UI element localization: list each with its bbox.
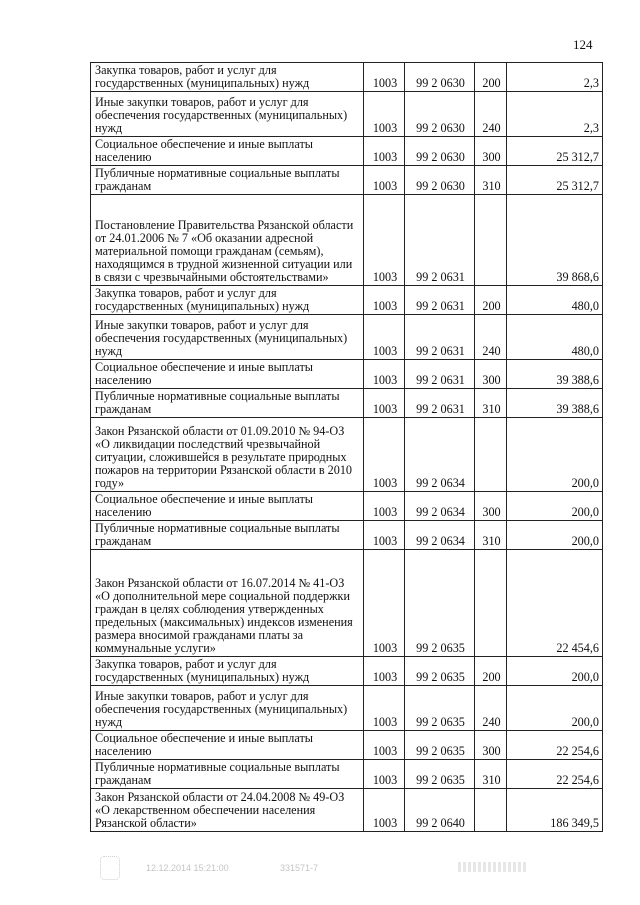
row-expense-type: 200 [475,63,507,92]
row-amount: 39 388,6 [507,389,603,418]
row-section: 1003 [364,315,405,360]
row-name: Закупка товаров, работ и услуг для государственных (муниципальных) нужд [91,286,364,315]
row-amount: 200,0 [507,686,603,731]
row-name: Иные закупки товаров, работ и услуг для обеспечения государственных (муниципальных) нужд [91,92,364,137]
row-name: Публичные нормативные социальные выплаты гражданам [91,389,364,418]
row-amount: 480,0 [507,315,603,360]
row-name: Закупка товаров, работ и услуг для государственных (муниципальных) нужд [91,63,364,92]
table-row [91,686,603,731]
illegible-mark [458,862,528,872]
table-row [91,315,603,360]
row-expense-type: 240 [475,686,507,731]
table-row [91,286,603,315]
row-section: 1003 [364,492,405,521]
row-amount: 200,0 [507,521,603,550]
row-target-article: 99 2 0631 [405,286,475,315]
row-amount: 2,3 [507,63,603,92]
document-number: 331571-7 [280,863,319,873]
stamp-datetime: 12.12.2014 15:21:00 [146,863,229,873]
table-row [91,760,603,789]
table-row [91,789,603,832]
row-expense-type: 300 [475,492,507,521]
row-expense-type [475,195,507,286]
row-target-article: 99 2 0630 [405,92,475,137]
row-amount: 186 349,5 [507,789,603,832]
table-row [91,389,603,418]
row-target-article: 99 2 0631 [405,389,475,418]
row-section: 1003 [364,63,405,92]
row-amount: 22 254,6 [507,760,603,789]
row-target-article: 99 2 0635 [405,550,475,657]
row-expense-type: 310 [475,760,507,789]
row-expense-type [475,418,507,492]
row-section: 1003 [364,760,405,789]
table-row [91,92,603,137]
row-expense-type: 240 [475,315,507,360]
table-row [91,657,603,686]
row-section: 1003 [364,657,405,686]
row-amount: 39 868,6 [507,195,603,286]
table-row [91,360,603,389]
row-target-article: 99 2 0634 [405,521,475,550]
row-target-article: 99 2 0631 [405,195,475,286]
row-target-article: 99 2 0640 [405,789,475,832]
table-row [91,521,603,550]
row-section: 1003 [364,389,405,418]
row-name: Иные закупки товаров, работ и услуг для обеспечения государственных (муниципальных) нужд [91,315,364,360]
row-section: 1003 [364,550,405,657]
row-section: 1003 [364,521,405,550]
row-name: Социальное обеспечение и иные выплаты населению [91,731,364,760]
row-amount: 200,0 [507,418,603,492]
row-amount: 39 388,6 [507,360,603,389]
row-target-article: 99 2 0635 [405,657,475,686]
row-expense-type: 240 [475,92,507,137]
row-name: Социальное обеспечение и иные выплаты населению [91,360,364,389]
budget-table [90,62,603,832]
row-amount: 22 454,6 [507,550,603,657]
row-amount: 200,0 [507,657,603,686]
table-row [91,492,603,521]
row-amount: 480,0 [507,286,603,315]
row-target-article: 99 2 0635 [405,731,475,760]
row-section: 1003 [364,418,405,492]
page-number: 124 [573,37,593,52]
table-row [91,550,603,657]
row-expense-type: 310 [475,521,507,550]
row-name: Социальное обеспечение и иные выплаты населению [91,492,364,521]
row-target-article: 99 2 0635 [405,686,475,731]
row-name: Иные закупки товаров, работ и услуг для обеспечения государственных (муниципальных) нужд [91,686,364,731]
row-amount: 25 312,7 [507,137,603,166]
row-name: Закон Рязанской области от 01.09.2010 № 94-ОЗ «О ликвидации последствий чрезвычайной ситуации, сложившейся в результате природных пожаров на территории Рязанской области в 2010 году» [91,418,364,492]
row-expense-type: 200 [475,657,507,686]
row-section: 1003 [364,731,405,760]
row-section: 1003 [364,195,405,286]
table-row [91,63,603,92]
row-target-article: 99 2 0634 [405,418,475,492]
row-target-article: 99 2 0630 [405,63,475,92]
row-section: 1003 [364,286,405,315]
row-expense-type: 300 [475,137,507,166]
row-name: Публичные нормативные социальные выплаты гражданам [91,760,364,789]
row-expense-type: 300 [475,731,507,760]
row-target-article: 99 2 0634 [405,492,475,521]
row-target-article: 99 2 0631 [405,360,475,389]
row-section: 1003 [364,789,405,832]
row-name: Социальное обеспечение и иные выплаты населению [91,137,364,166]
row-target-article: 99 2 0630 [405,137,475,166]
row-name: Публичные нормативные социальные выплаты гражданам [91,166,364,195]
seal-icon [100,856,120,880]
row-name: Закупка товаров, работ и услуг для государственных (муниципальных) нужд [91,657,364,686]
row-target-article: 99 2 0630 [405,166,475,195]
row-target-article: 99 2 0635 [405,760,475,789]
row-name: Постановление Правительства Рязанской области от 24.01.2006 № 7 «Об оказании адресной материальной помощи гражданам (семьям), находящимся в трудной жизненной ситуации или в связи с чрезвычайными обстоятельствами» [91,195,364,286]
row-expense-type [475,550,507,657]
row-section: 1003 [364,92,405,137]
row-expense-type: 300 [475,360,507,389]
table-row [91,731,603,760]
row-amount: 2,3 [507,92,603,137]
footer-stamp [100,856,520,882]
row-section: 1003 [364,360,405,389]
row-target-article: 99 2 0631 [405,315,475,360]
table-row [91,418,603,492]
table-row [91,195,603,286]
row-amount: 25 312,7 [507,166,603,195]
row-section: 1003 [364,137,405,166]
row-name: Закон Рязанской области от 24.04.2008 № 49-ОЗ «О лекарственном обеспечении населения Рязанской области» [91,789,364,832]
row-expense-type: 200 [475,286,507,315]
row-amount: 22 254,6 [507,731,603,760]
table-row [91,166,603,195]
row-name: Закон Рязанской области от 16.07.2014 № 41-ОЗ «О дополнительной мере социальной поддержки граждан в целях соблюдения утвержденных предельных (максимальных) индексов изменения размера вносимой гражданами платы за коммунальные услуги» [91,550,364,657]
table-row [91,137,603,166]
row-expense-type: 310 [475,389,507,418]
row-expense-type: 310 [475,166,507,195]
row-expense-type [475,789,507,832]
row-amount: 200,0 [507,492,603,521]
row-section: 1003 [364,686,405,731]
row-section: 1003 [364,166,405,195]
row-name: Публичные нормативные социальные выплаты гражданам [91,521,364,550]
